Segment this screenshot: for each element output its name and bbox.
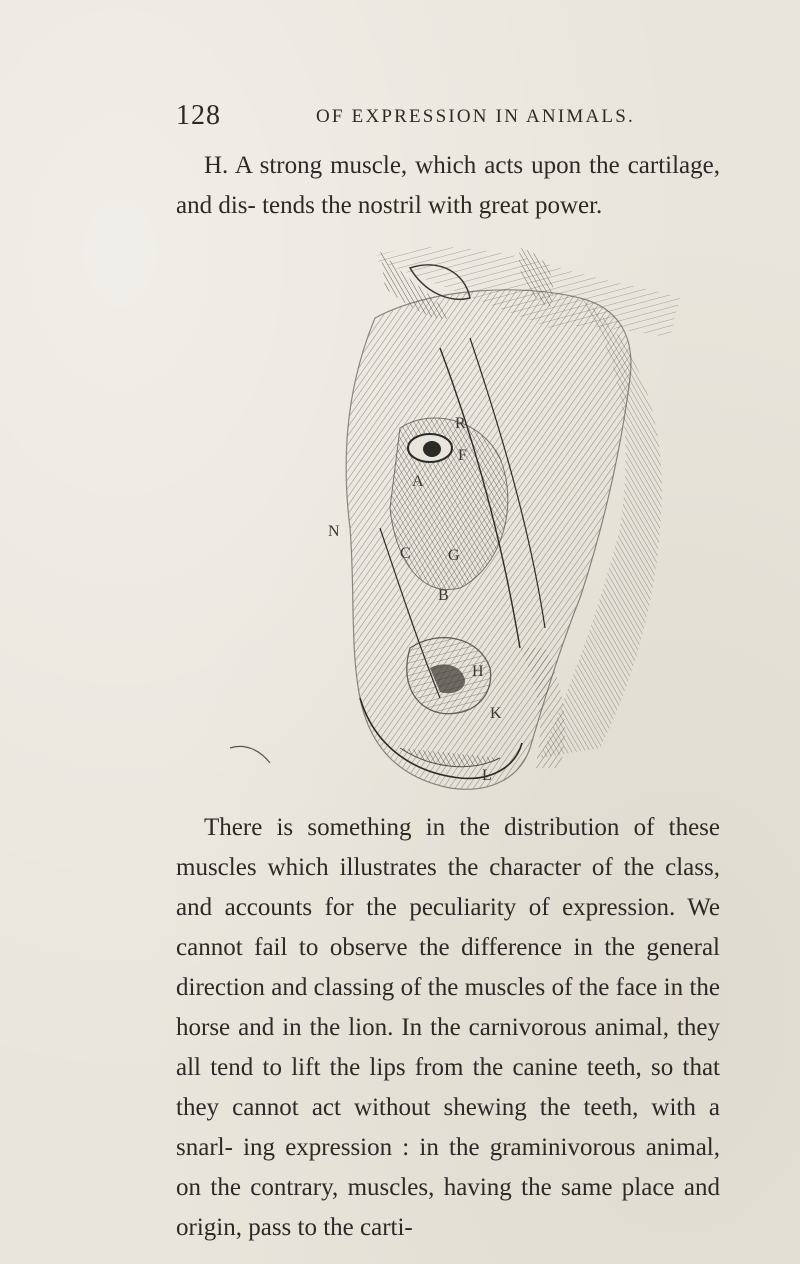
horse-head-muscle-engraving-icon bbox=[200, 228, 700, 808]
fig-label-r: R bbox=[455, 415, 466, 432]
fig-label-b: B bbox=[438, 587, 449, 604]
fig-label-h: H bbox=[472, 663, 484, 680]
fig-label-k: K bbox=[490, 705, 502, 722]
lead-paragraph: H. A strong muscle, which acts upon the cartilage, and dis- tends the nostril with great power. bbox=[176, 152, 720, 219]
fig-label-g: G bbox=[448, 547, 460, 564]
fig-label-c: C bbox=[400, 545, 411, 562]
page-number: 128 bbox=[176, 100, 221, 131]
fig-label-l: L bbox=[482, 767, 492, 784]
body-paragraph: There is something in the distribution of these muscles which illustrates the character of the class, and accounts for the peculiarity of expression. We cannot fail to observe the difference in the general direction and classing of the muscles of the face in the horse and in the lion. In the carnivorous animal, they all tend to lift the lips from the canine teeth, so that they cannot act without shewing the teeth, with a snarl- ing expression : in the graminivorous animal, on the contrary, muscles, having the same place and origin, pass to the carti- bbox=[176, 814, 720, 1241]
fig-label-f: F bbox=[458, 447, 467, 464]
running-title: OF EXPRESSION IN ANIMALS. bbox=[316, 106, 635, 127]
fig-label-a: A bbox=[412, 473, 424, 490]
running-head bbox=[176, 100, 635, 136]
fig-label-n: N bbox=[328, 523, 340, 540]
horse-head-figure bbox=[200, 228, 700, 808]
